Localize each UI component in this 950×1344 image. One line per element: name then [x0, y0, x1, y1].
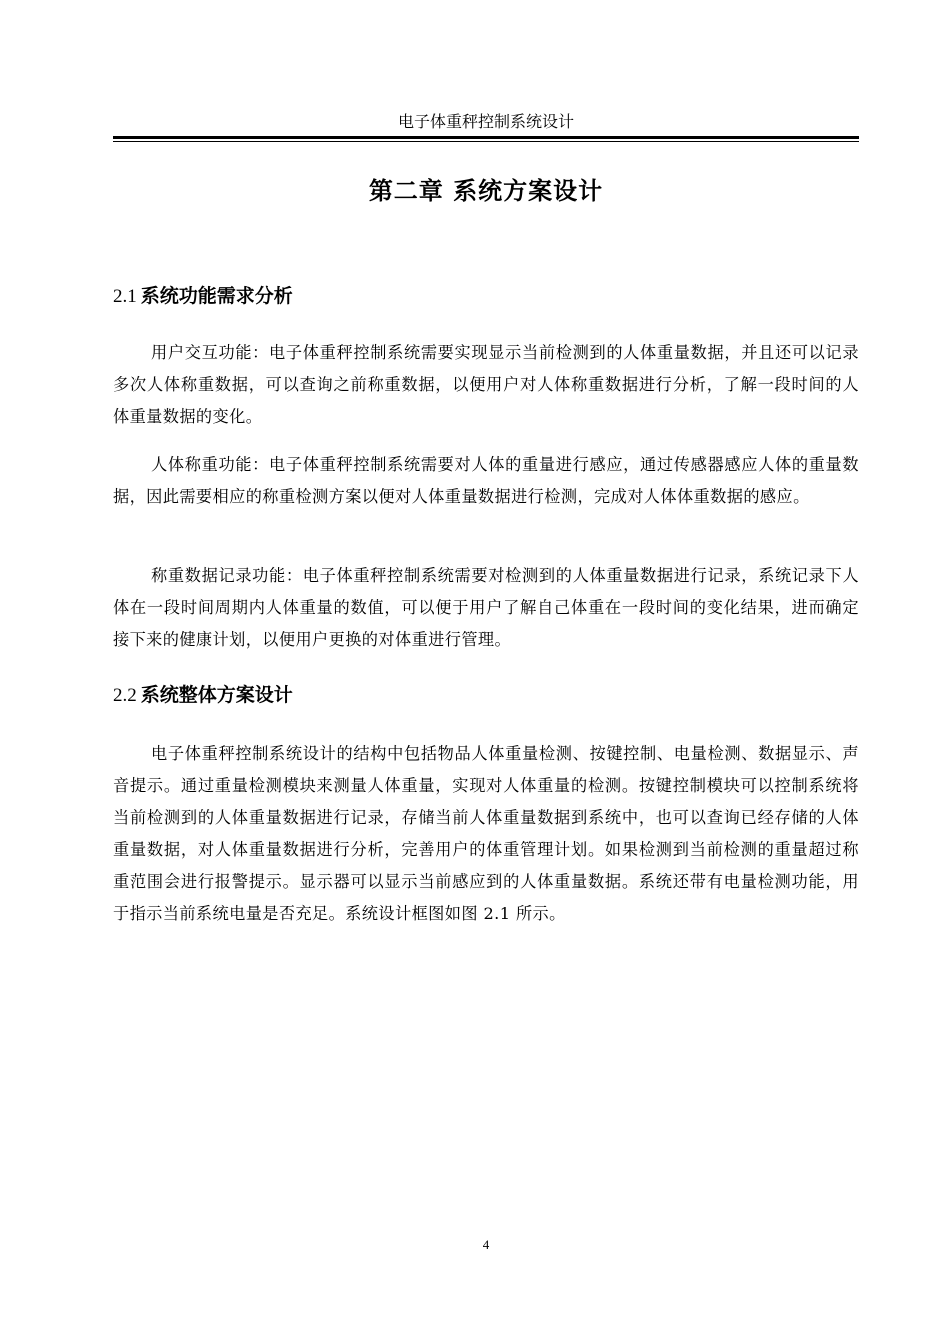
chapter-title: 第二章 系统方案设计 [368, 177, 604, 205]
page-number: 4 [482, 1237, 490, 1252]
section-heading-2-2 [113, 681, 859, 710]
paragraph-overall-design: 电子体重秤控制系统设计的结构中包括物品人体重量检测、按键控制、电量检测、数据显示、声音提示。通过重量检测模块来测量人体重量，实现对人体重量的检测。按键控制模块可以控制系统将当前检测到的人体重量数据进行记录，存储当前人体重量数据到系统中，也可以查询已经存储的人体重量数据，对人体重量数据进行分析，完善用户的体重管理计划。如果检测到当前检测的重量超过称重范围会进行报警提示。显示器可以显示当前感应到的人体重量数据。系统还带有电量检测功能，用于指示当前系统电量是否充足。系统设计框图如图 2.1 所示。 [113, 744, 859, 923]
section-title: 系统整体方案设计 [140, 684, 293, 706]
section-number: 2.1 [113, 286, 137, 307]
header-rule-thin [113, 141, 859, 142]
section-heading-2-1 [113, 282, 859, 311]
paragraph-data-recording: 称重数据记录功能：电子体重秤控制系统需要对检测到的人体重量数据进行记录，系统记录下人体在一段时间周期内人体重量的数值，可以便于用户了解自己体重在一段时间的变化结果，进而确定接下来的健康计划，以便用户更换的对体重进行管理。 [113, 566, 859, 649]
section-title: 系统功能需求分析 [140, 285, 293, 307]
paragraph-weighing: 人体称重功能：电子体重秤控制系统需要对人体的重量进行感应，通过传感器感应人体的重量数据，因此需要相应的称重检测方案以便对人体重量数据进行检测，完成对人体体重数据的感应。 [113, 455, 859, 506]
paragraph-user-interaction: 用户交互功能：电子体重秤控制系统需要实现显示当前检测到的人体重量数据，并且还可以记录多次人体称重数据，可以查询之前称重数据，以便用户对人体称重数据进行分析，了解一段时间的人体重量数据的变化。 [113, 343, 859, 426]
running-header: 电子体重秤控制系统设计 [397, 112, 574, 131]
header-rule-thick [113, 136, 859, 139]
section-number: 2.2 [113, 685, 137, 706]
